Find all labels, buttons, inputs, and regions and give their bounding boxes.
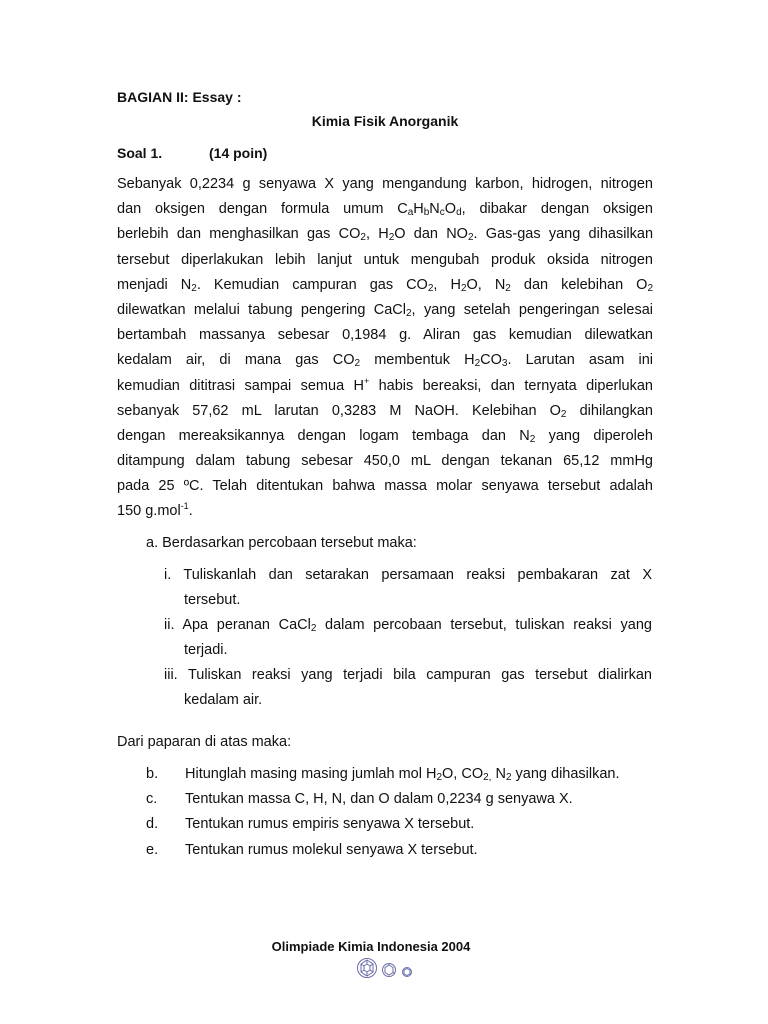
item-d-label: d. — [146, 816, 159, 832]
part-a-item-ii-cont: terjadi. — [184, 642, 228, 658]
part-a-intro: a. Berdasarkan percobaan tersebut maka: — [146, 535, 417, 551]
paragraph-line: kemudian dititrasi sampai semua H+ habis bereaksi, dan ternyata diperlukan — [117, 375, 654, 394]
item-b-label: b. — [146, 766, 159, 782]
paragraph-line: dengan mereaksikannya dengan logam tembaga dan $N_2$ yang diperoleh — [117, 427, 653, 445]
part-b-intro: Dari paparan di atas maka: — [117, 734, 292, 750]
part-a-item-i-cont: tersebut. — [184, 592, 241, 608]
paragraph-line: menjadi $N_2$. Kemudian campuran gas $CO_2$, $H_2O$, $N_2$ dan kelebihan $O_2$ — [117, 276, 654, 294]
paragraph-line: sebanyak 57,62 mL larutan 0,3283 M NaOH. Kelebihan $O_2$ dihilangkan — [117, 402, 653, 420]
item-d-text: Tentukan rumus empiris senyawa X tersebut. — [185, 816, 475, 832]
paragraph-line: bertambah massanya sebesar 0,1984 g. Aliran gas kemudian dilewatkan — [117, 327, 653, 344]
part-a-item-ii: ii. Apa peranan CaCl$_2$ dalam percobaan tersebut, tuliskan reaksi yang — [164, 617, 652, 634]
paragraph-line: berlebih dan menghasilkan gas $CO_2$, $H_2O$ dan $NO_2$. Gas-gas yang dihasilkan — [117, 226, 654, 244]
paragraph-line: dan oksigen dengan formula umum $C_aH_bN_cO_d$, dibakar dengan oksigen — [117, 201, 653, 219]
problem-paragraph — [117, 172, 653, 525]
item-b-text: Hitunglah masing masing jumlah mol $H_2O$, $CO_{2,}$ $N_2$ yang dihasilkan. — [185, 766, 620, 783]
question-number: Soal 1. — [117, 145, 163, 161]
paragraph-line: dilewatkan melalui tabung pengering CaCl$_2$, yang setelah pengeringan selesai — [117, 301, 653, 319]
question-points: (14 poin) — [209, 145, 268, 161]
subtitle — [0, 113, 768, 129]
paragraph-line: Sebanyak 0,2234 g senyawa X yang mengandung karbon, hidrogen, nitrogen — [117, 176, 653, 192]
part-a-item-iii-cont: kedalam air. — [184, 692, 263, 708]
section-heading: BAGIAN II: Essay : — [117, 89, 242, 105]
paragraph-line: pada 25 ºC. Telah ditentukan bahwa massa molar senyawa tersebut adalah — [117, 478, 653, 495]
part-a-item-iii: iii. Tuliskan reaksi yang terjadi bila campuran gas tersebut dialirkan — [164, 667, 652, 683]
item-c-text: Tentukan massa C, H, N, dan O dalam 0,2234 g senyawa X. — [185, 791, 573, 807]
paragraph-line: ditampung dalam tabung sebesar 450,0 mL dengan tekanan 65,12 mmHg — [117, 453, 653, 470]
subtitle-text: Kimia Fisik Anorganik — [311, 113, 459, 129]
fullerene-molecule-icon — [355, 957, 417, 984]
item-e-text: Tentukan rumus molekul senyawa X tersebut. — [185, 842, 478, 858]
paragraph-line: tersebut diperlakukan lebih lanjut untuk mengubah produk oksida nitrogen — [117, 251, 653, 268]
footer-title: Olimpiade Kimia Indonesia 2004 — [271, 939, 471, 954]
item-c-label: c. — [146, 791, 158, 807]
paragraph-line: kedalam air, di mana gas $CO_2$ membentuk $H_2CO_3$. Larutan asam ini — [117, 352, 653, 370]
paragraph-line: 150 g.mol$^{-1}$. — [117, 501, 193, 520]
part-a-item-i: i. Tuliskanlah dan setarakan persamaan reaksi pembakaran zat X — [164, 567, 652, 583]
item-e-label: e. — [146, 842, 159, 858]
